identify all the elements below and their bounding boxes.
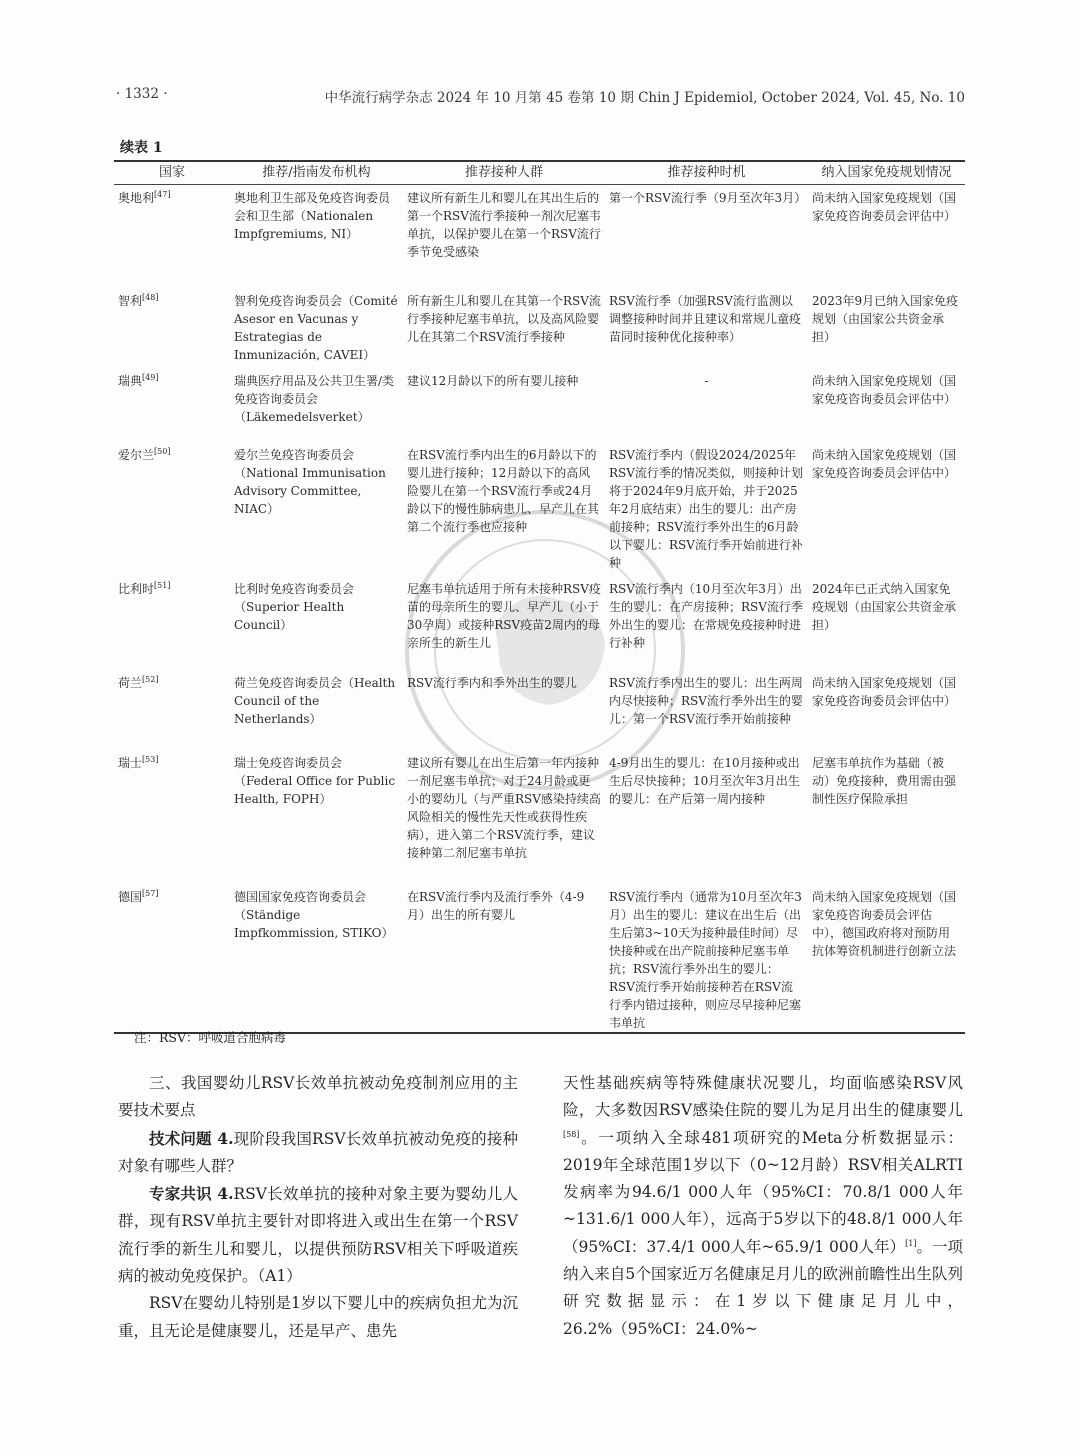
body-column-right xyxy=(563,1070,963,1343)
ref-marker: [52] xyxy=(142,674,159,684)
expert-consensus-paragraph xyxy=(118,1180,518,1290)
ref-marker: [48] xyxy=(142,292,159,302)
timing-cell: 4-9月出生的婴儿：在10月接种或出生后尽快接种；10月至次年3月出生的婴儿：在产后第一周内接种 xyxy=(609,755,800,806)
country-cell: 比利时 xyxy=(118,581,155,596)
page-header xyxy=(116,86,965,108)
section-heading: 三、我国婴幼儿RSV长效单抗被动免疫制剂应用的主要技术要点 xyxy=(118,1074,518,1120)
timing-cell: RSV流行季（加强RSV流行监测以调整接种时间并且建议和常规儿童疫苗同时接种优化接种率） xyxy=(609,293,802,344)
ref-marker: [53] xyxy=(142,754,159,764)
timing-cell: RSV流行季内（假设2024/2025年RSV流行季的情况类似，则接种计划将于2024年9月底开始，并于2025年2月底结束）出生的婴儿：出产房前接种；RSV流行季外出生的6月龄以下婴儿：RSV流行季开始前进行补种 xyxy=(609,447,803,570)
population-cell: 建议12月龄以下的所有婴儿接种 xyxy=(407,373,579,388)
agency-cell: 智利免疫咨询委员会（Comité Asesor en Vacunas y Estrategias de Inmunización, CAVEI） xyxy=(234,293,398,362)
col-header-timing: 推荐接种时机 xyxy=(605,161,808,185)
table-row xyxy=(114,442,965,576)
country-cell: 瑞典 xyxy=(118,373,143,388)
status-cell: 尚未纳入国家免疫规划（国家免疫咨询委员会评估中） xyxy=(812,191,957,223)
population-cell: 建议所有婴儿在出生后第一年内接种一剂尼塞韦单抗；对于24月龄或更小的婴幼儿（与严重RSV感染持续高风险相关的慢性先天性或获得性疾病），进入第二个RSV流行季，建议接种第二剂尼塞韦单抗 xyxy=(407,755,601,860)
table-cell xyxy=(114,576,230,670)
table-row xyxy=(114,576,965,670)
table-row xyxy=(114,288,965,368)
col-header-status: 纳入国家免疫规划情况 xyxy=(808,161,965,185)
table-cell xyxy=(114,670,230,750)
technical-question-paragraph xyxy=(118,1125,518,1181)
population-cell: RSV流行季内和季外出生的婴儿 xyxy=(407,675,577,690)
table-row xyxy=(114,750,965,884)
table-cell xyxy=(114,884,230,1033)
question-label: 技术问题 4. xyxy=(149,1128,234,1148)
ref-marker: [51] xyxy=(154,580,171,590)
ref-marker: [57] xyxy=(142,888,159,898)
table-cell xyxy=(114,442,230,576)
text-span: 。一项纳入来自5个国家近万名健康足月儿的欧洲前瞻性出生队列研究数据显示：在1岁以下健康足月儿中，26.2%（95%CI：24.0%~ xyxy=(563,1237,963,1338)
country-cell: 荷兰 xyxy=(118,675,143,690)
agency-cell: 瑞典医疗用品及公共卫生署/类免疫咨询委员会（Läkemedelsverket） xyxy=(234,373,395,424)
status-cell: 尚未纳入国家免疫规划（国家免疫咨询委员会评估中） xyxy=(812,447,957,480)
agency-cell: 奥地利卫生部及免疫咨询委员会和卫生部（Nationalen Impfgremiums, NI） xyxy=(234,191,391,241)
country-cell: 德国 xyxy=(118,889,143,904)
population-cell: 在RSV流行季内及流行季外（4-9月）出生的所有婴儿 xyxy=(403,884,605,1033)
table-caption: 续表 1 xyxy=(120,140,163,156)
status-cell: 尚未纳入国家免疫规划（国家免疫咨询委员会评估中） xyxy=(812,675,957,708)
timing-cell: RSV流行季内（通常为10月至次年3月）出生的婴儿：建议在出生后（出生后第3~10天为接种最佳时间）尽快接种或在出产院前接种尼塞韦单抗；RSV流行季外出生的婴儿：RSV流行季开始前接种若在RSV流行季内错过接种，则应尽早接种尼塞韦单抗 xyxy=(605,884,808,1033)
table-header-row xyxy=(114,161,965,185)
vaccination-recommendation-table xyxy=(114,160,965,1034)
population-cell: 所有新生儿和婴儿在其第一个RSV流行季接种尼塞韦单抗，以及高风险婴儿在其第二个RSV流行季接种 xyxy=(407,293,601,344)
table-footnote: 注：RSV：呼吸道合胞病毒 xyxy=(134,1030,287,1045)
table-cell xyxy=(114,185,230,288)
country-cell: 奥地利 xyxy=(118,191,155,205)
text-span: 天性基础疾病等特殊健康状况婴儿，均面临感染RSV风险，大多数因RSV感染住院的婴儿为足月出生的健康婴儿 xyxy=(563,1074,963,1120)
status-cell: 2024年已正式纳入国家免疫规划（由国家公共资金承担） xyxy=(812,581,957,632)
status-cell: 尚未纳入国家免疫规划（国家免疫咨询委员会评估中），德国政府将对预防用抗体筹资机制进行创新立法 xyxy=(808,884,965,1033)
ref-marker: [49] xyxy=(142,372,159,382)
consensus-text: RSV长效单抗的接种对象主要为婴幼儿人群，现有RSV单抗主要针对即将进入或出生在第一个RSV流行季的新生儿和婴儿，以提供预防RSV相关下呼吸道疾病的被动免疫保护。（A1） xyxy=(118,1185,518,1286)
timing-cell: RSV流行季内（10月至次年3月）出生的婴儿：在产房接种；RSV流行季外出生的婴儿：在常规免疫接种时进行补种 xyxy=(609,581,803,650)
question-text: 现阶段我国RSV长效单抗被动免疫的接种对象有哪些人群？ xyxy=(118,1129,519,1175)
timing-cell: RSV流行季内出生的婴儿：出生两周内尽快接种；RSV流行季外出生的婴儿：第一个RSV流行季开始前接种 xyxy=(609,675,803,726)
agency-cell: 荷兰免疫咨询委员会（Health Council of the Netherlands） xyxy=(234,675,396,726)
population-cell: 尼塞韦单抗适用于所有未接种RSV疫苗的母亲所生的婴儿、早产儿（小于30孕周）或接种RSV疫苗2周内的母亲所生的新生儿 xyxy=(407,581,601,650)
journal-citation: 中华流行病学杂志 2024 年 10 月第 45 卷第 10 期 Chin J Epidemiol, October 2024, Vol. 45, No. 10 xyxy=(324,90,965,106)
consensus-label: 专家共识 4. xyxy=(149,1184,234,1204)
country-cell: 智利 xyxy=(118,293,143,308)
body-paragraph: RSV在婴幼儿特别是1岁以下婴儿中的疾病负担尤为沉重，且无论是健康婴儿，还是早产、患先 xyxy=(118,1294,518,1340)
population-cell: 建议所有新生儿和婴儿在其出生后的第一个RSV流行季接种一剂次尼塞韦单抗，以保护婴儿在第一个RSV流行季节免受感染 xyxy=(407,191,601,259)
timing-cell: - xyxy=(704,373,709,388)
ref-marker: [50] xyxy=(154,446,171,456)
status-cell: 尼塞韦单抗作为基础（被动）免疫接种，费用需由强制性医疗保险承担 xyxy=(812,755,957,806)
body-column-left xyxy=(118,1070,518,1345)
table-row xyxy=(114,368,965,442)
country-cell: 瑞士 xyxy=(118,755,143,770)
agency-cell: 比利时免疫咨询委员会（Superior Health Council） xyxy=(234,581,355,632)
status-cell: 2023年9月已纳入国家免疫规划（由国家公共资金承担） xyxy=(812,293,959,344)
page-number: · 1332 · xyxy=(116,86,168,102)
col-header-agency: 推荐/指南发布机构 xyxy=(230,161,403,185)
agency-cell: 瑞士免疫咨询委员会（Federal Office for Public Health, FOPH） xyxy=(234,755,396,806)
table-cell xyxy=(114,750,230,884)
body-paragraph xyxy=(563,1070,963,1343)
country-cell: 爱尔兰 xyxy=(118,447,155,462)
table-cell xyxy=(114,288,230,368)
agency-cell: 德国国家免疫咨询委员会（Ständige Impfkommission, STIKO） xyxy=(230,884,403,1033)
status-cell: 尚未纳入国家免疫规划（国家免疫咨询委员会评估中） xyxy=(812,373,957,406)
col-header-population: 推荐接种人群 xyxy=(403,161,605,185)
population-cell: 在RSV流行季内出生的6月龄以下的婴儿进行接种；12月龄以下的高风险婴儿在第一个RSV流行季或24月龄以下的慢性肺病患儿、早产儿在其第二个流行季也应接种 xyxy=(407,447,600,534)
text-span: 。一项纳入全球481项研究的Meta分析数据显示：2019年全球范围1岁以下（0~12月龄）RSV相关ALRTI发病率为94.6/1 000人年（95%CI：70.8/1 000人年~131.6/1 000人年），远高于5岁以下的48.8/1 000人年（95%CI：37.4/1 000人年~65.9/1 000人年） xyxy=(563,1128,963,1256)
ref-marker: [47] xyxy=(154,190,171,199)
timing-cell: 第一个RSV流行季（9月至次年3月） xyxy=(609,191,807,205)
ref-marker: [1] xyxy=(905,1238,917,1248)
ref-marker: [58] xyxy=(563,1129,580,1139)
table-row xyxy=(114,884,965,1033)
agency-cell: 爱尔兰免疫咨询委员会（National Immunisation Advisory Committee, NIAC） xyxy=(234,447,386,516)
col-header-country: 国家 xyxy=(114,161,230,185)
table-row xyxy=(114,670,965,750)
table-cell xyxy=(114,368,230,442)
table-row xyxy=(114,185,965,288)
